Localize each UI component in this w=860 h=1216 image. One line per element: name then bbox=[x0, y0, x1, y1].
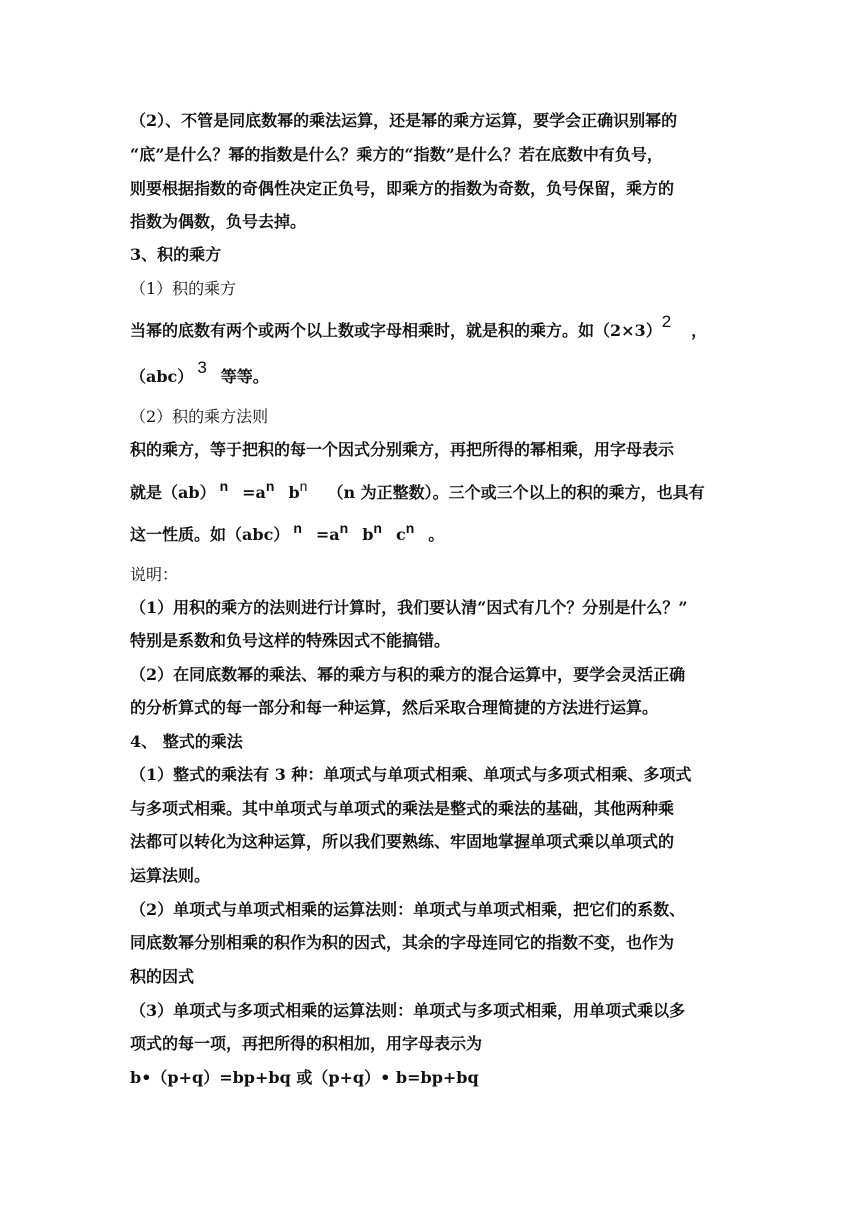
p2-line-1: （2）、不管是同底数幂的乘法运算，还是幂的乘方运算，要学会正确识别幂的 bbox=[130, 111, 678, 130]
example-2: （abc） bbox=[130, 367, 194, 386]
p2-line-3: 则要根据指数的奇偶性决定正负号，即乘方的指数为奇数，负号保留，乘方的 bbox=[130, 179, 675, 198]
s4-b-line-3: 积的因式 bbox=[130, 967, 195, 986]
example-1-exponent: 2 bbox=[661, 312, 672, 331]
rule-3-eq: =a bbox=[315, 525, 340, 544]
section-3-heading: 3、积的乘方 bbox=[130, 245, 222, 264]
s4-formula: b•（p+q）=bp+bq 或（p+q）• b=bp+bq bbox=[130, 1068, 479, 1087]
rule-3-exp-3: n bbox=[373, 520, 382, 536]
p2-line-4: 指数为偶数，负号去掉。 bbox=[130, 212, 307, 231]
definition-comma: ， bbox=[691, 321, 708, 340]
definition-text: 当幂的底数有两个或两个以上数或字母相乘时，就是积的乘方。如 bbox=[130, 321, 595, 340]
rule-3-end: 。 bbox=[428, 525, 445, 544]
s4-c-line-1: （3）单项式与多项式相乘的运算法则：单项式与多项式相乘，用单项式乘以多 bbox=[130, 1001, 686, 1020]
product-power-example-2 bbox=[130, 358, 269, 388]
rule-3-exp-4: n bbox=[405, 520, 415, 536]
rule-2-b: b bbox=[288, 483, 300, 502]
s4-c-line-2: 项式的每一项，再把所得的积相加，用字母表示为 bbox=[130, 1034, 483, 1053]
rule-3-base: （abc） bbox=[226, 525, 290, 544]
s4-a-line-3: 法都可以转化为这种运算，所以我们要熟练、牢固地掌握单项式乘以单项式的 bbox=[130, 832, 675, 851]
note-2-line-1: （2）在同底数幂的乘法、幂的乘方与积的乘方的混合运算中，要学会灵活正确 bbox=[130, 665, 686, 684]
section-3-sub-1: （1）积的乘方 bbox=[130, 279, 237, 298]
rule-2-exp-1: n bbox=[219, 478, 229, 494]
rule-3-lead: 这一性质。如 bbox=[130, 525, 227, 544]
rule-line-3 bbox=[130, 520, 445, 546]
s4-b-line-2: 同底数幂分别相乘的积作为积的因式，其余的字母连同它的指数不变，也作为 bbox=[130, 933, 675, 952]
rule-2-lead: 就是 bbox=[130, 483, 163, 502]
s4-a-line-1: （1）整式的乘法有 3 种：单项式与单项式相乘、单项式与多项式相乘、多项式 bbox=[130, 765, 692, 784]
rule-line-1: 积的乘方，等于把积的每一个因式分别乘方，再把所得的幂相乘，用字母表示 bbox=[130, 440, 675, 459]
rule-line-2 bbox=[130, 478, 705, 504]
section-4-heading: 4、 整式的乘法 bbox=[130, 732, 243, 751]
rule-3-c: c bbox=[395, 525, 406, 544]
s4-a-line-2: 与多项式相乘。其中单项式与单项式的乘法是整式的乘法的基础，其他两种乘 bbox=[130, 799, 675, 818]
rule-3-exp-1: n bbox=[293, 520, 302, 536]
note-label: 说明： bbox=[130, 565, 179, 584]
rule-2-exp-2: n bbox=[265, 478, 275, 494]
rule-2-condition: （n 为正整数）。三个或三个以上的积的乘方，也具有 bbox=[327, 483, 705, 502]
rule-3-b: b bbox=[362, 525, 374, 544]
s4-b-line-1: （2）单项式与单项式相乘的运算法则：单项式与单项式相乘，把它们的系数、 bbox=[130, 900, 686, 919]
example-2-tail: 等等。 bbox=[220, 367, 269, 386]
note-2-line-2: 的分析算式的每一部分和每一种运算，然后采取合理简捷的方法进行运算。 bbox=[130, 698, 659, 717]
s4-a-line-4: 运算法则。 bbox=[130, 866, 211, 885]
section-3-sub-2: （2）积的乘方法则 bbox=[130, 407, 269, 426]
rule-2-exp-3: n bbox=[299, 478, 308, 494]
rule-3-exp-2: n bbox=[339, 520, 349, 536]
example-2-exponent: 3 bbox=[197, 358, 207, 377]
rule-2-eq: =a bbox=[242, 483, 266, 502]
example-1: （2×3） bbox=[594, 321, 662, 340]
note-1-line-1: （1）用积的乘方的法则进行计算时，我们要认清“因式有几个？分别是什么？” bbox=[130, 598, 688, 617]
rule-2-base: （ab） bbox=[162, 483, 216, 502]
p2-line-2: “底”是什么？幂的指数是什么？乘方的“指数”是什么？若在底数中有负号， bbox=[130, 145, 663, 164]
note-1-line-2: 特别是系数和负号这样的特殊因式不能搞错。 bbox=[130, 631, 451, 650]
product-power-definition bbox=[130, 312, 708, 342]
